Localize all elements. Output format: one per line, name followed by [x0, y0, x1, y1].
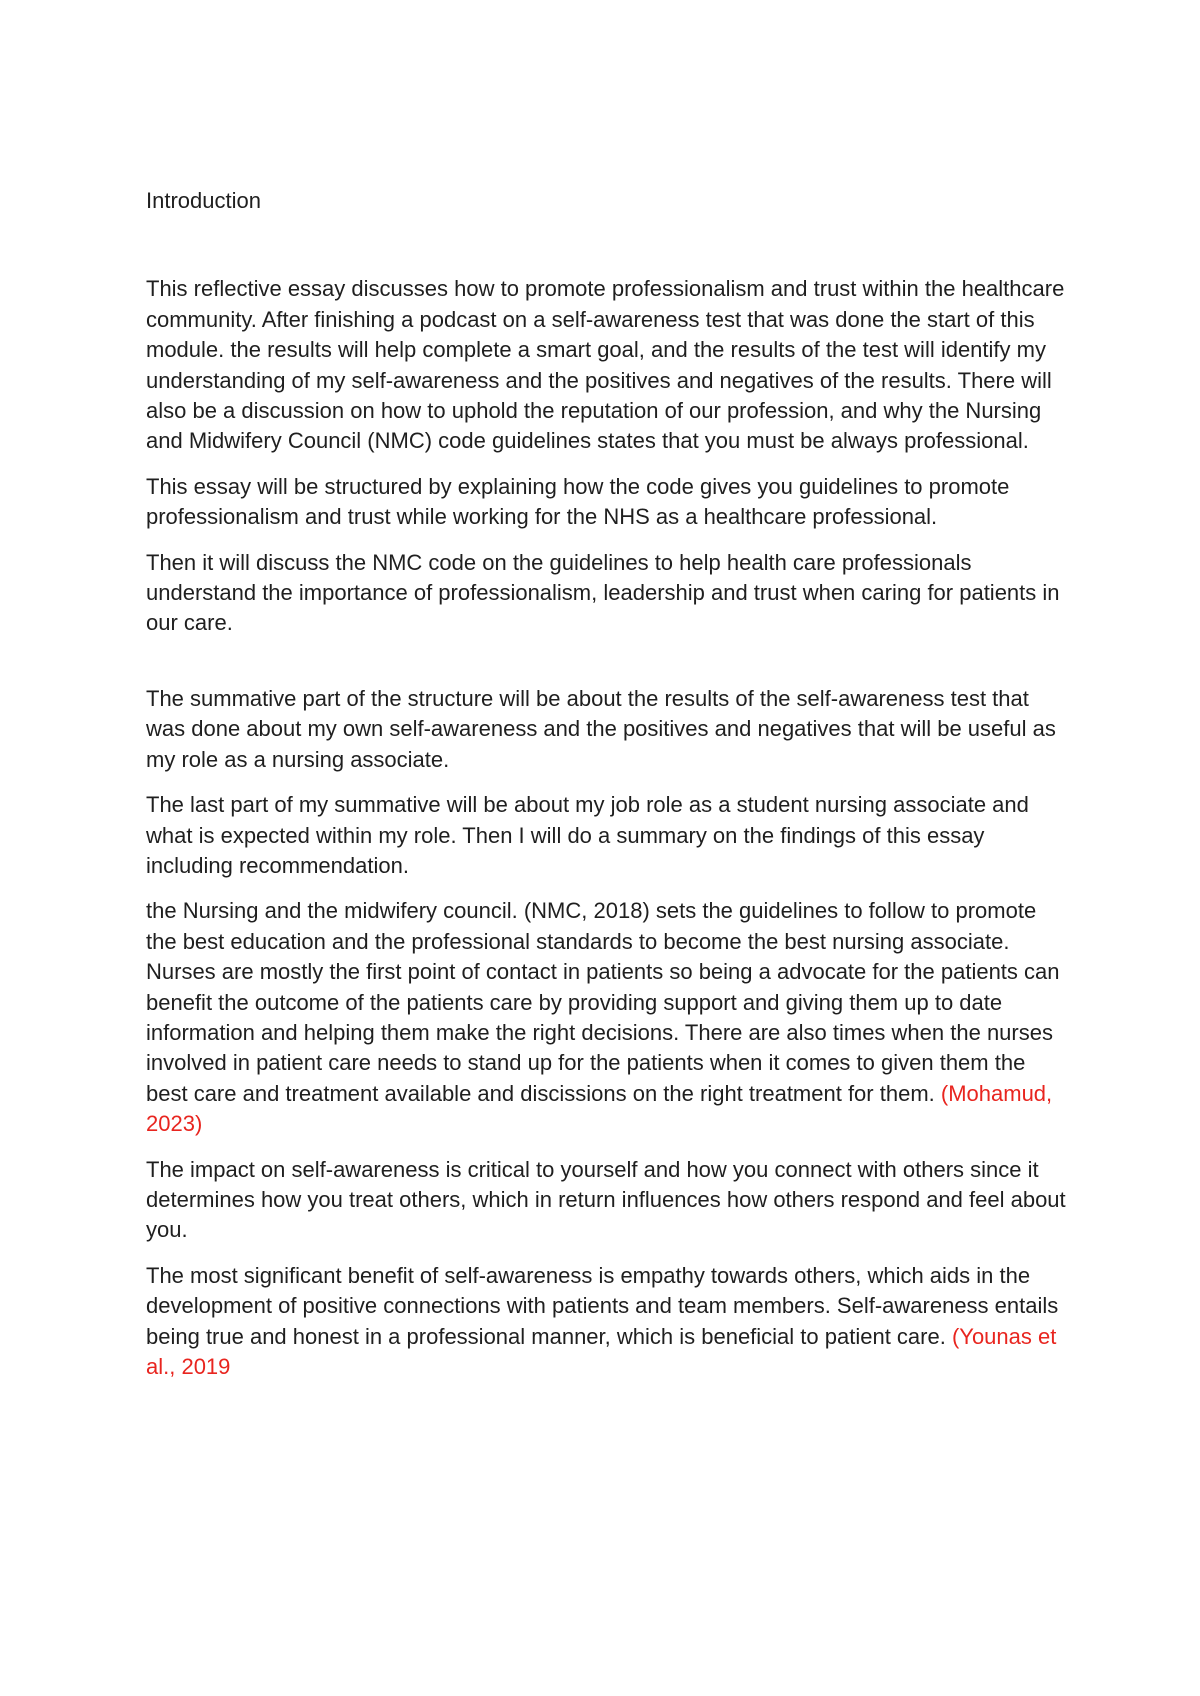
paragraph-nmc-guidelines	[146, 896, 1066, 1139]
paragraph-text: The most significant benefit of self-awareness is empathy towards others, which aids in the development of positive connections with patients and team members. Self-awareness entails being true and honest in a professional manner, which is beneficial to patient care.	[146, 1262, 1059, 1349]
document-body	[146, 186, 1066, 1397]
paragraph-job-role	[146, 790, 1066, 881]
paragraph-self-awareness-benefit	[146, 1261, 1066, 1383]
paragraph-text: Then it will discuss the NMC code on the guidelines to help health care professionals understand the importance of professionalism, leadership and trust when caring for patients in our care.	[146, 549, 1060, 636]
paragraph-summative	[146, 684, 1066, 775]
paragraph-text: This reflective essay discusses how to promote professionalism and trust within the healthcare community. After finishing a podcast on a self-awareness test that was done the start of this module. the results will help complete a smart goal, and the results of the test will identify my understanding of my self-awareness and the positives and negatives of the results. There will also be a discussion on how to uphold the reputation of our profession, and why the Nursing and Midwifery Council (NMC) code guidelines states that you must be always professional.	[146, 276, 1065, 454]
paragraph-text: the Nursing and the midwifery council. (NMC, 2018) sets the guidelines to follow to promote the best education and the professional standards to become the best nursing associate. Nurses are mostly the first point of contact in patients so being a advocate for the patients can benefit the outcome of the patients care by providing support and giving them up to date information and helping them make the right decisions. There are also times when the nurses involved in patient care needs to stand up for the patients when it comes to given them the best care and treatment available and discissions on the right treatment for them.	[146, 898, 1060, 1106]
paragraph-structure	[146, 472, 1066, 533]
section-heading: Introduction	[146, 188, 261, 213]
paragraph-text: The last part of my summative will be about my job role as a student nursing associate and what is expected within my role. Then I will do a summary on the findings of this essay including recommendation.	[146, 792, 1029, 878]
paragraph-self-awareness-impact	[146, 1155, 1066, 1246]
paragraph-text: The summative part of the structure will be about the results of the self-awareness test that was done about my own self-awareness and the positives and negatives that will be useful as my role as a nursing associate.	[146, 685, 1056, 772]
paragraph-nmc-code	[146, 548, 1066, 639]
citation-younas: (Younas et al., 2019	[146, 1323, 1057, 1379]
paragraph-text: This essay will be structured by explaining how the code gives you guidelines to promote professionalism and trust while working for the NHS as a healthcare professional.	[146, 473, 1010, 530]
paragraph-text: The impact on self-awareness is critical to yourself and how you connect with others since it determines how you treat others, which in return influences how others respond and feel about you.	[146, 1156, 1066, 1243]
paragraph-intro	[146, 274, 1066, 456]
citation-mohamud: (Mohamud, 2023)	[146, 1080, 1053, 1137]
